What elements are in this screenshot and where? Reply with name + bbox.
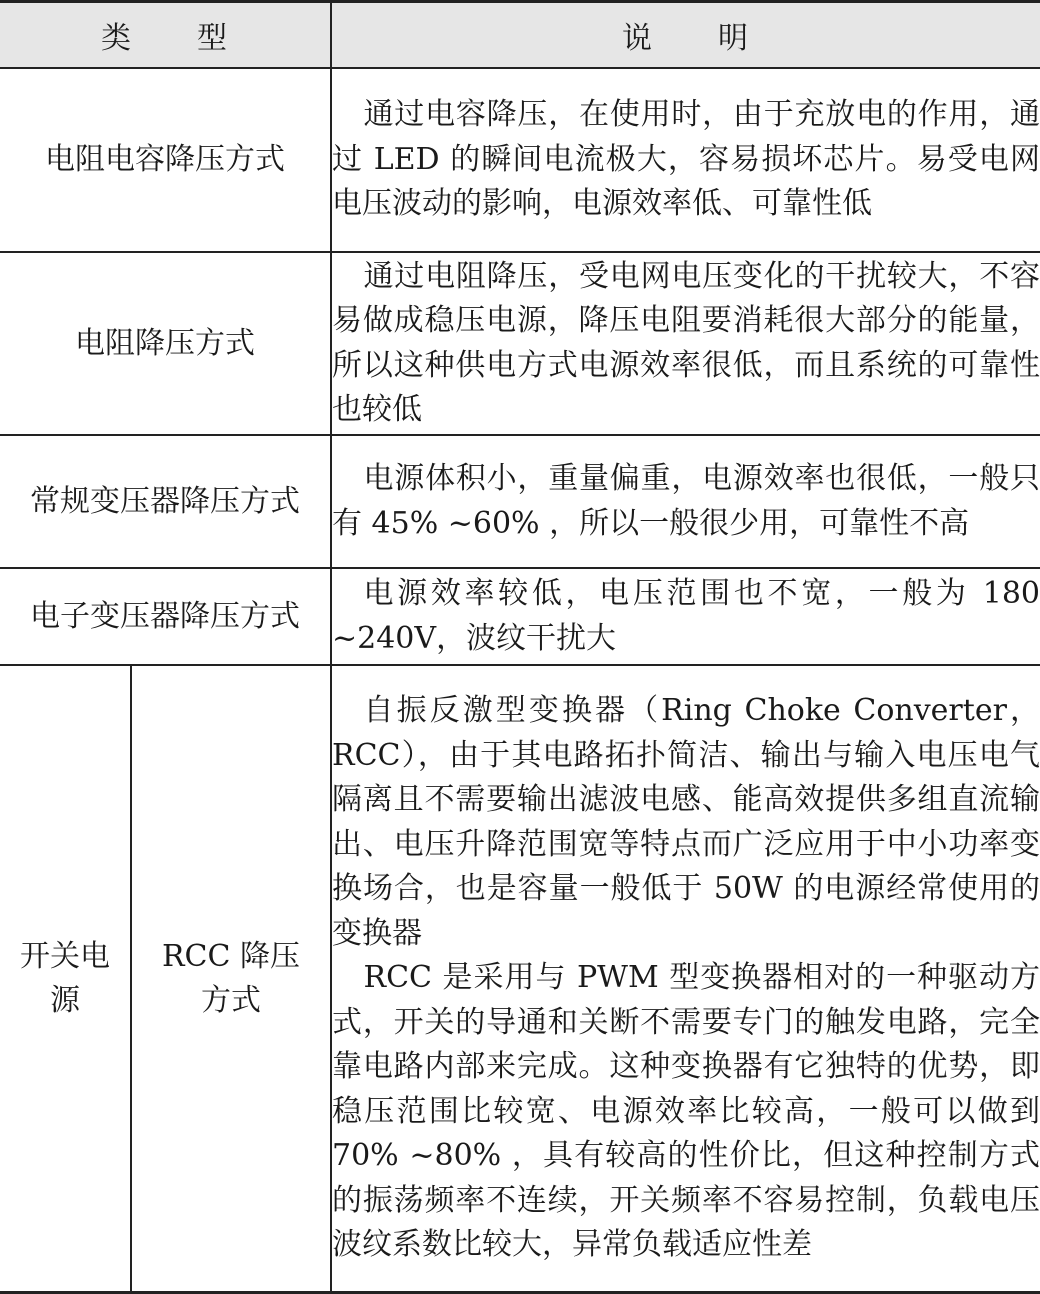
table-row — [0, 68, 1040, 252]
desc-paragraph-2: RCC 是采用与 PWM 型变换器相对的一种驱动方式，开关的导通和关断不需要专门的触发电路，完全靠电路内部来完成。这种变换器有它独特的优势，即稳压范围比较宽、电源效率比较高，一般可以做到 70% ~80% ，具有较高的性价比，但这种控制方式的振荡频率不连续，开关频率不容易控制，负载电压波纹系数比较大，异常负载适应性差 — [332, 960, 1040, 1263]
desc-cell — [331, 252, 1040, 435]
desc-cell — [331, 435, 1040, 568]
header-type: 类 型 — [0, 2, 331, 69]
header-desc: 说 明 — [331, 2, 1040, 69]
type-cell: 常规变压器降压方式 — [0, 435, 331, 568]
type-cell: 电阻电容降压方式 — [0, 68, 331, 252]
table-row — [0, 252, 1040, 435]
type-cell: 电阻降压方式 — [0, 252, 331, 435]
table-row-switching — [0, 665, 1040, 1293]
desc-paragraph-1: 自振反激型变换器（Ring Choke Converter，RCC），由于其电路拓扑简洁、输出与输入电压电气隔离且不需要输出滤波电感、能高效提供多组直流输出、电压升降范围宽等特点而广泛应用于中小功率变换场合，也是容量一般低于 50W 的电源经常使用的变换器 — [332, 693, 1040, 951]
group-cell: 开关电源 — [0, 665, 131, 1293]
desc-cell — [331, 665, 1040, 1293]
desc-text: 电源体积小，重量偏重，电源效率也很低，一般只有 45% ~60% ，所以一般很少用，可靠性不高 — [332, 461, 1040, 541]
type-cell: 电子变压器降压方式 — [0, 568, 331, 665]
desc-text: 电源效率较低，电压范围也不宽，一般为 180 ~240V，波纹干扰大 — [332, 576, 1040, 656]
table-row — [0, 435, 1040, 568]
header-row — [0, 2, 1040, 69]
desc-cell — [331, 68, 1040, 252]
subtype-cell: RCC 降压方式 — [131, 665, 331, 1293]
desc-cell — [331, 568, 1040, 665]
desc-text: 通过电阻降压，受电网电压变化的干扰较大，不容易做成稳压电源，降压电阻要消耗很大部分的能量，所以这种供电方式电源效率很低，而且系统的可靠性也较低 — [332, 258, 1040, 427]
table-row — [0, 568, 1040, 665]
desc-text: 通过电容降压，在使用时，由于充放电的作用，通过 LED 的瞬间电流极大，容易损坏芯片。易受电网电压波动的影响，电源效率低、可靠性低 — [332, 97, 1040, 222]
